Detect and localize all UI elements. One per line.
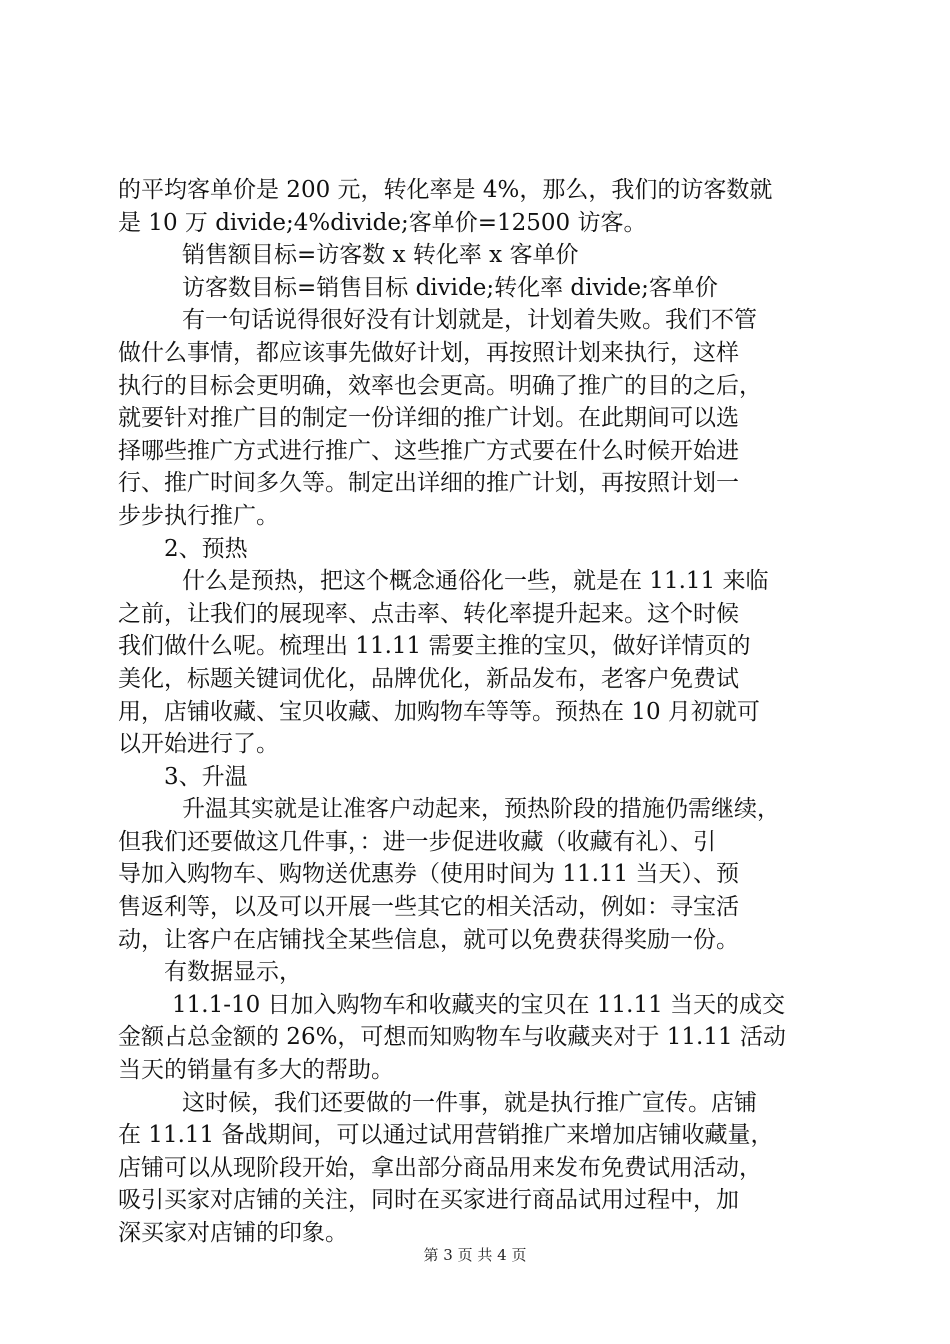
text-line: 就要针对推广目的制定一份详细的推广计划。在此期间可以选 [118,405,739,432]
text-line: 但我们还要做这几件事，：进一步促进收藏（收藏有礼）、引 [118,828,716,855]
section-heading: 2、预热 [164,535,248,562]
text-line: 在 11.11 备战期间，可以通过试用营销推广来增加店铺收藏量， [118,1122,774,1149]
text-line: 的平均客单价是 200 元，转化率是 4%，那么，我们的访客数就 [118,177,773,203]
section-heading: 3、升温 [164,763,248,790]
paragraph-start: 这时候，我们还要做的一件事，就是执行推广宣传。店铺 [182,1089,757,1116]
formula-line: 销售额目标=访客数 x 转化率 x 客单价 [182,242,579,269]
text-line: 售返利等，以及可以开展一些其它的相关活动，例如：寻宝活 [118,894,739,921]
formula-line: 访客数目标=销售目标 divide;转化率 divide;客单价 [182,274,718,301]
text-line: 步步执行推广。 [118,502,279,529]
text-line: 行、推广时间多久等。制定出详细的推广计划，再按照计划一 [118,470,739,497]
page-number-footer: 第 3 页 共 4 页 [423,1246,527,1264]
text-line: 吸引买家对店铺的关注，同时在买家进行商品试用过程中，加 [118,1187,739,1214]
paragraph-start: 有数据显示， [164,959,302,986]
document-body [118,174,838,1250]
text-line: 当天的销量有多大的帮助。 [118,1057,394,1084]
text-line: 美化，标题关键词优化，品牌优化，新品发布，老客户免费试 [118,665,739,692]
text-line: 以开始进行了。 [118,731,279,758]
text-line: 店铺可以从现阶段开始，拿出部分商品用来发布免费试用活动， [118,1154,762,1181]
text-line: 做什么事情，都应该事先做好计划，再按照计划来执行，这样 [118,339,739,366]
text-line: 金额占总金额的 26%，可想而知购物车与收藏夹对于 11.11 活动 [118,1024,786,1051]
paragraph-start: 有一句话说得很好没有计划就是，计划着失败。我们不管 [182,307,757,334]
text-line: 是 10 万 divide;4%divide;客单价=12500 访客。 [118,209,647,236]
text-line: 我们做什么呢。梳理出 11.11 需要主推的宝贝，做好详情页的 [118,633,751,660]
paragraph-start: 什么是预热，把这个概念通俗化一些，就是在 11.11 来临 [182,568,769,595]
text-line: 择哪些推广方式进行推广、这些推广方式要在什么时候开始进 [118,437,739,464]
text-line: 用，店铺收藏、宝贝收藏、加购物车等等。预热在 10 月初就可 [118,698,760,725]
paragraph-start: 11.1-10 日加入购物车和收藏夹的宝贝在 11.11 当天的成交 [172,991,786,1018]
text-line: 之前，让我们的展现率、点击率、转化率提升起来。这个时候 [118,600,739,627]
text-line: 深买家对店铺的印象。 [118,1220,348,1246]
text-line: 执行的目标会更明确，效率也会更高。明确了推广的目的之后， [118,372,762,399]
text-line: 导加入购物车、购物送优惠券（使用时间为 11.11 当天）、预 [118,861,739,888]
text-line: 动，让客户在店铺找全某些信息，就可以免费获得奖励一份。 [118,926,739,953]
paragraph-start: 升温其实就是让准客户动起来，预热阶段的措施仍需继续， [182,796,780,823]
